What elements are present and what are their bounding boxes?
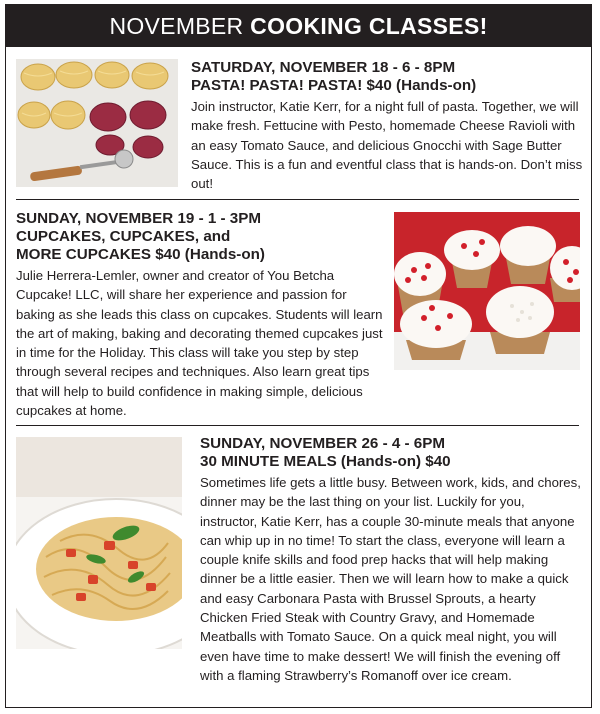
class-pasta-date: SATURDAY, NOVEMBER 18 - 6 - 8PM [191, 59, 456, 76]
class-pasta [191, 59, 583, 193]
class-cupcakes-title-line1: CUPCAKES, CUPCAKES, and [16, 228, 231, 245]
class-cupcakes-title-line2: MORE CUPCAKES $40 (Hands-on) [16, 246, 265, 263]
banner [6, 5, 591, 47]
pasta-dish-photo [16, 437, 182, 649]
class-cupcakes-date: SUNDAY, NOVEMBER 19 - 1 - 3PM [16, 210, 262, 227]
class-pasta-title: PASTA! PASTA! PASTA! $40 (Hands-on) [191, 77, 477, 94]
class-cupcakes [16, 210, 388, 420]
pasta-photo [16, 59, 178, 187]
class-pasta-description: Join instructor, Katie Kerr, for a night full of pasta. Together, we will make fresh. Fettucine with Pesto, homemade Cheese Ravioli with an easy Tomato Sauce, and delicious Gnocchi with Sage Butter Sauce. This is a fun and eventful class that is hands-on. Don’t miss out! [191, 99, 583, 192]
cupcakes-photo [394, 212, 580, 370]
class-meals-title: 30 MINUTE MEALS (Hands-on) $40 [200, 453, 451, 470]
class-meals [200, 435, 583, 685]
class-meals-date: SUNDAY, NOVEMBER 26 - 4 - 6PM [200, 435, 446, 452]
divider-1 [16, 199, 579, 200]
banner-light-text: NOVEMBER [109, 13, 251, 39]
class-cupcakes-description: Julie Herrera-Lemler, owner and creator of You Betcha Cupcake! LLC, will share her experience and passion for baking as she leads this class on cupcakes. Students will learn the art of making, baking and decorating themed cupcakes just in time for the Holiday. This class will take you step by step through several recipes and techniques. Also learn great tips that will help to build confidence in making simple, delicious cupcakes at home. [16, 268, 383, 419]
class-meals-description: Sometimes life gets a little busy. Between work, kids, and chores, dinner may be the last thing on your list. Luckily for you, instructor, Katie Kerr, has a couple 30-minute meals that anyone can whip up in no time! To start the class, everyone will learn a couple knife skills and food prep hacks that will help making dinner be a little easier. Then we will learn how to make a quick and easy Carbonara Pasta with Brussel Sprouts, a hearty Chicken Fried Steak with Country Gravy, and Homemade Meatballs with Tomato Sauce. On a quick meal night, you will even have time to make dessert! We will finish the evening off with a flaming Strawberry’s Romanoff over ice cream. [200, 475, 581, 683]
banner-bold-text: COOKING CLASSES! [250, 13, 488, 39]
divider-2 [16, 425, 579, 426]
